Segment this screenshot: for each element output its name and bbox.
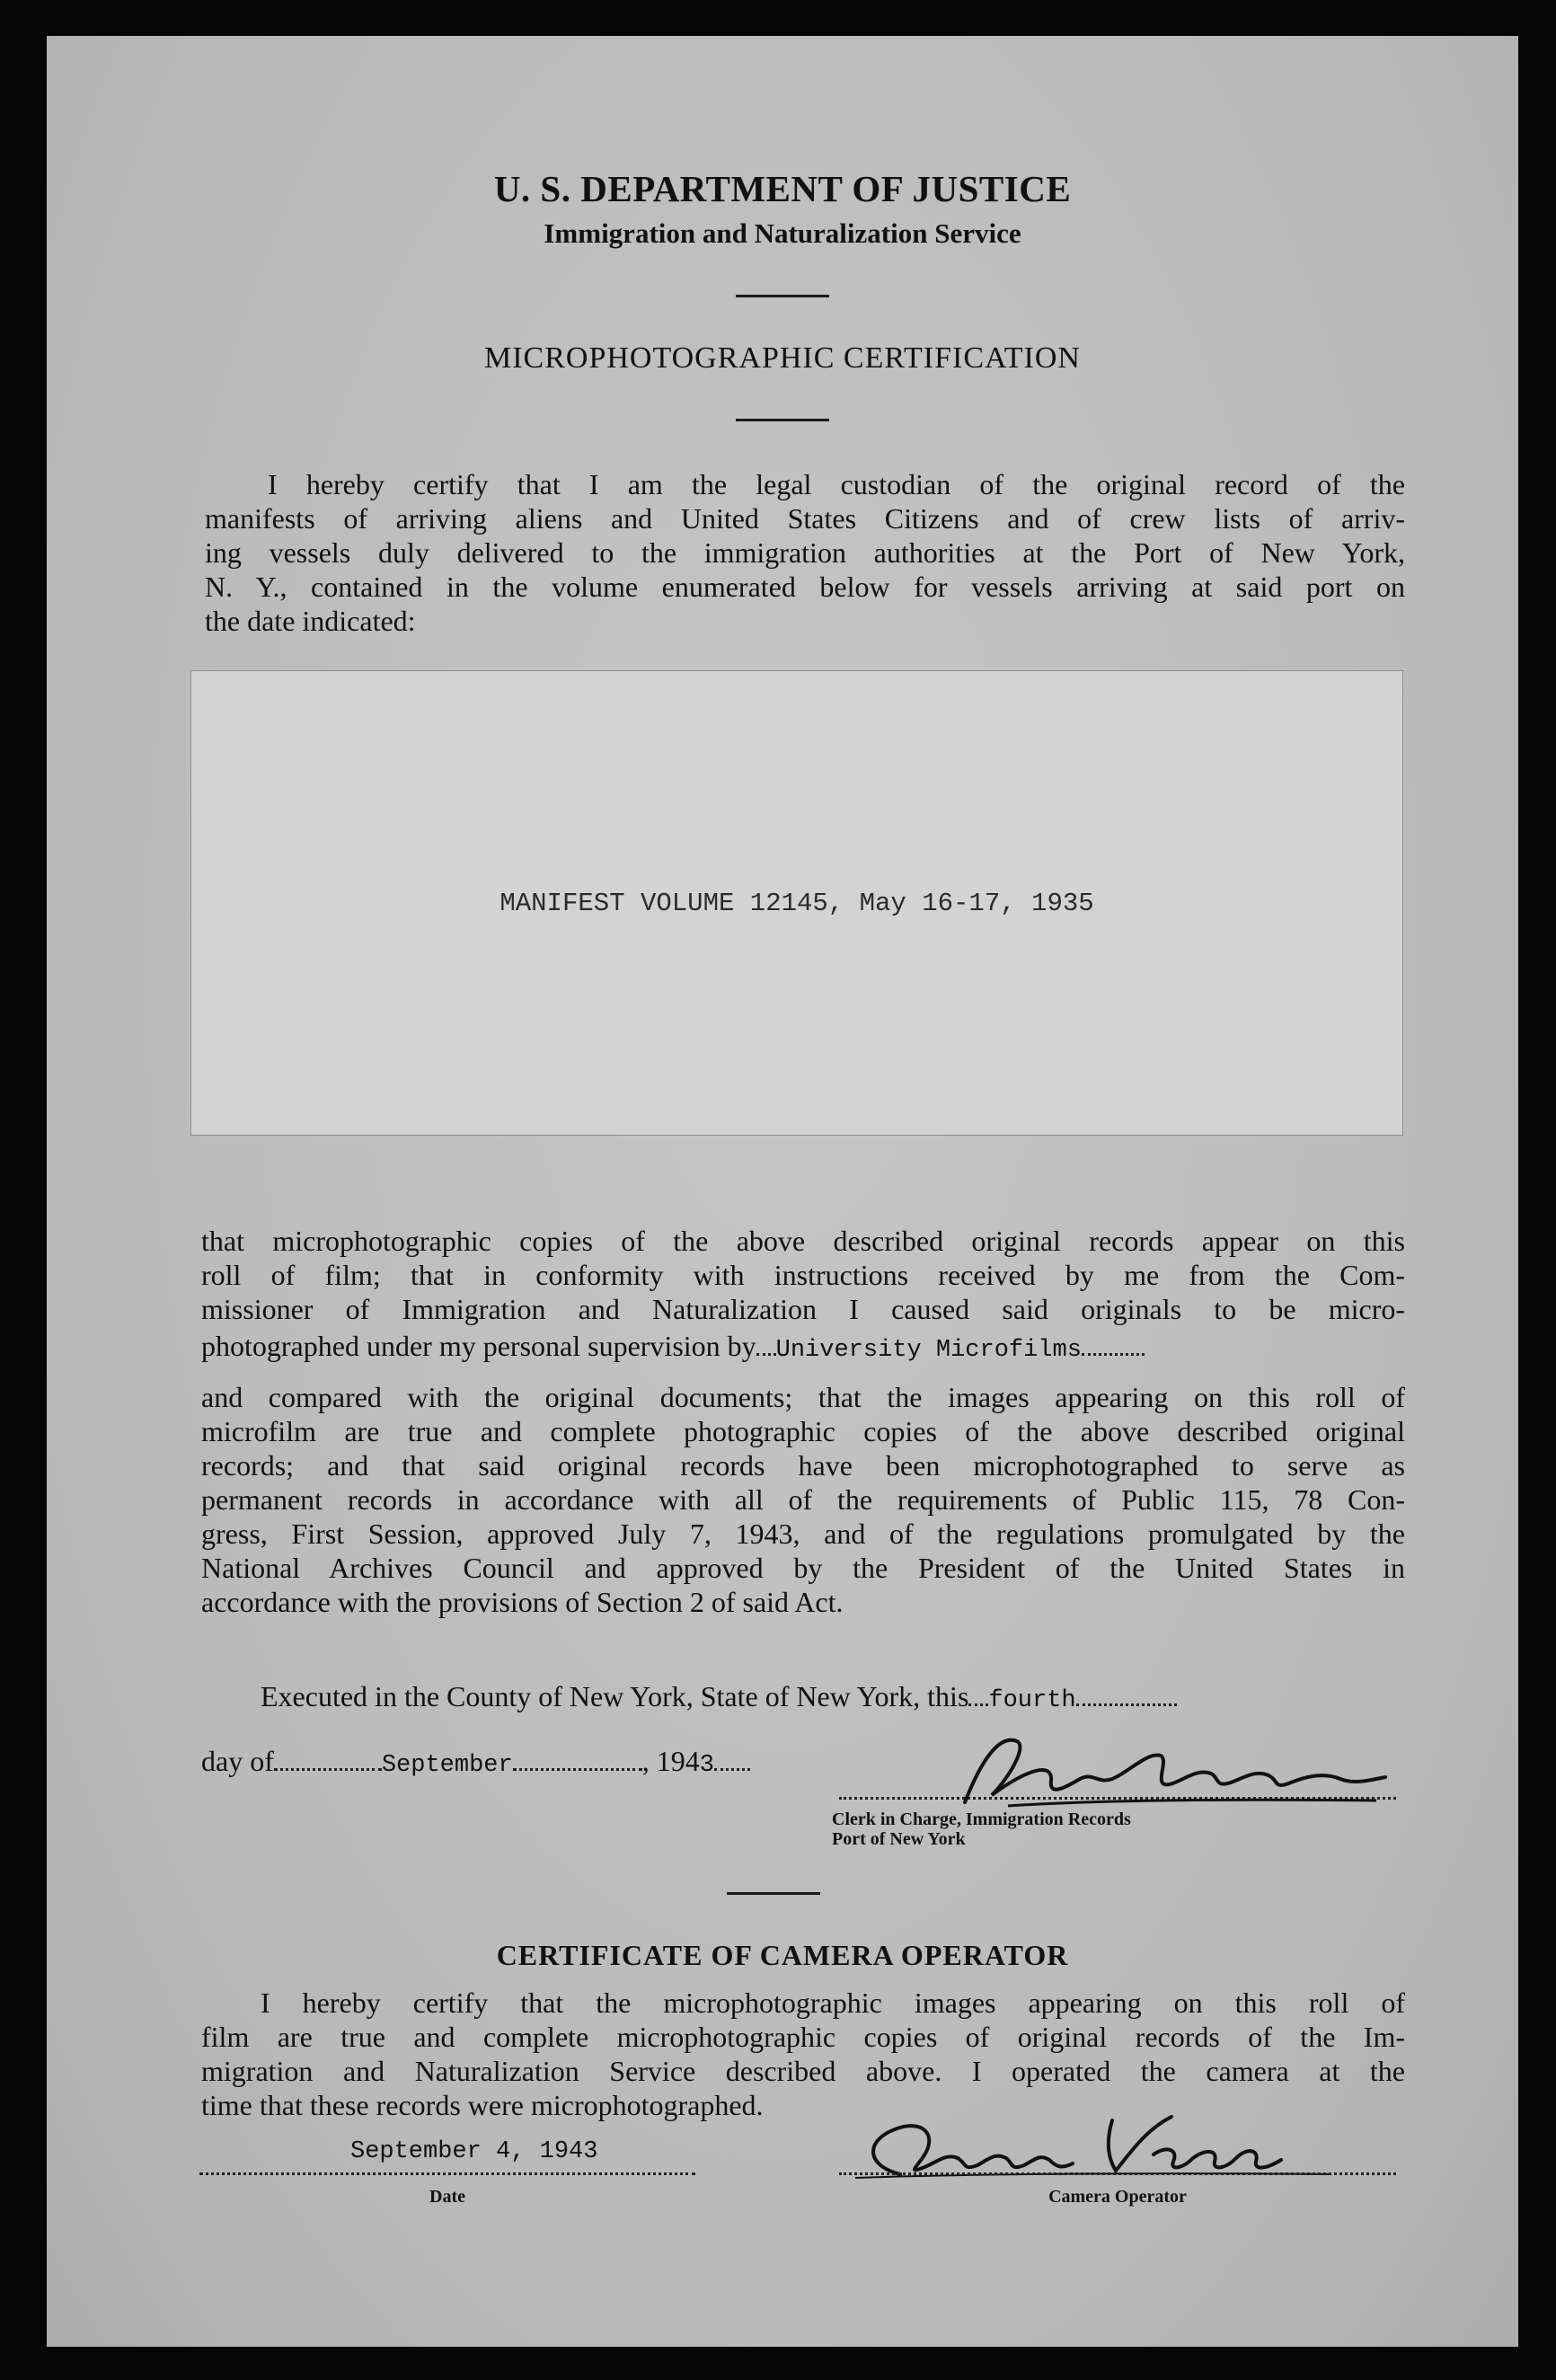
dotted-fill [1076, 1680, 1177, 1706]
dotted-fill [1082, 1330, 1145, 1356]
operator-certificate-title: CERTIFICATE OF CAMERA OPERATOR [496, 1939, 1069, 1971]
intro-paragraph [205, 467, 1405, 638]
supervision-line [201, 1330, 1145, 1364]
operator-line: time that these records were microphotographed. [201, 2089, 764, 2121]
dotted-fill [714, 1745, 750, 1771]
executed-prefix: Executed in the County of New York, State of New York, this [261, 1680, 969, 1712]
operator-line: migration and Naturalization Service described above. I operated the camera at the [201, 2055, 1405, 2087]
body-line: microfilm are true and complete photographic copies of the above described original [201, 1415, 1405, 1447]
day-of-line [201, 1745, 750, 1779]
executed-month: September [381, 1752, 513, 1779]
certification-title: MICROPHOTOGRAPHIC CERTIFICATION [483, 341, 1081, 375]
body-line: permanent records in accordance with all of the requirements of Public 115, 78 Con- [201, 1483, 1405, 1516]
date-label: Date [429, 2187, 465, 2207]
camera-operator-label: Camera Operator [1048, 2187, 1187, 2207]
day-of-prefix: day of [201, 1745, 274, 1777]
body-line: that microphotographic copies of the above described original records appear on this [201, 1225, 1405, 1257]
body-line: missioner of Immigration and Naturalization I caused said originals to be micro- [201, 1293, 1405, 1325]
executed-day: fourth [988, 1687, 1076, 1714]
clerk-title: Clerk in Charge, Immigration Records [832, 1809, 1131, 1829]
body-line: records; and that said original records have been microphotographed to serve as [201, 1449, 1405, 1482]
divider-rule [736, 295, 829, 297]
operator-line: film are true and complete microphotographic copies of original records of the Im- [201, 2021, 1405, 2053]
operator-date: September 4, 1943 [350, 2138, 598, 2165]
date-line [199, 2172, 695, 2175]
intro-line: manifests of arriving aliens and United States Citizens and of crew lists of arriv- [205, 502, 1405, 535]
divider-rule [736, 419, 829, 421]
body-line: and compared with the original documents; that the images appearing on this roll of [201, 1381, 1405, 1413]
body-paragraph-continued [201, 1380, 1405, 1619]
clerk-port: Port of New York [832, 1829, 966, 1849]
microfilm-company: University Microfilms [775, 1337, 1082, 1364]
body-line: roll of film; that in conformity with instructions received by me from the Com- [201, 1259, 1405, 1291]
divider-rule [727, 1892, 820, 1895]
executed-year-prefix: , 194 [641, 1745, 700, 1777]
dotted-fill [968, 1680, 988, 1706]
body-line: accordance with the provisions of Section 2 of said Act. [201, 1586, 844, 1618]
intro-line: I hereby certify that I am the legal custodian of the original record of the [268, 468, 1405, 500]
body-line: gress, First Session, approved July 7, 1943, and of the regulations promulgated by the [201, 1517, 1405, 1550]
intro-line: ing vessels duly delivered to the immigration authorities at the Port of New York, [205, 536, 1405, 569]
dotted-fill [756, 1330, 776, 1356]
executed-year-digit: 3 [699, 1752, 714, 1779]
department-title: U. S. DEPARTMENT OF JUSTICE [493, 168, 1072, 209]
manifest-card [190, 670, 1403, 1136]
body-line: National Archives Council and approved by the President of the United States in [201, 1552, 1405, 1584]
operator-signature-line [839, 2172, 1396, 2175]
service-subtitle: Immigration and Naturalization Service [544, 217, 1021, 249]
supervision-prefix: photographed under my personal supervision by [201, 1330, 756, 1362]
manifest-volume-text: MANIFEST VOLUME 12145, May 16-17, 1935 [500, 889, 1094, 918]
camera-operator-signature [837, 2102, 1340, 2192]
intro-line: the date indicated: [205, 605, 416, 637]
operator-line: I hereby certify that the microphotographic images appearing on this roll of [261, 1986, 1405, 2019]
dotted-fill [274, 1745, 382, 1771]
intro-line: N. Y., contained in the volume enumerated below for vessels arriving at said port on [205, 571, 1405, 603]
executed-line [261, 1680, 1177, 1714]
dotted-fill [513, 1745, 642, 1771]
certificate-sheet [47, 36, 1518, 2347]
body-paragraph [201, 1224, 1405, 1326]
